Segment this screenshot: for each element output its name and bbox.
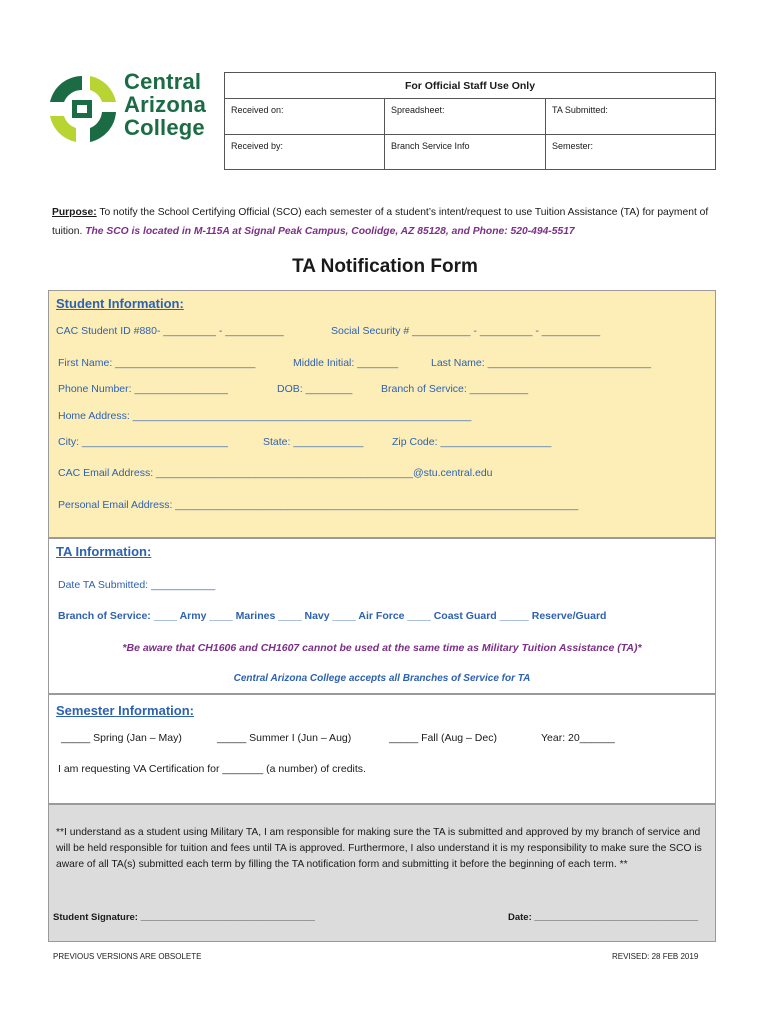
student-id-field[interactable]: CAC Student ID #880- _________ - __________ bbox=[56, 325, 284, 337]
ch1606-warning-text: *Be aware that CH1606 and CH1607 cannot be used at the same time as Military Tuition Assistance (TA)* bbox=[122, 642, 642, 654]
received-on-field[interactable]: Received on: bbox=[225, 98, 385, 134]
dob-field[interactable]: DOB: ________ bbox=[277, 383, 353, 395]
branches-accepted-text: Central Arizona College accepts all Branches of Service for TA bbox=[233, 673, 531, 684]
first-name-field[interactable]: First Name: ________________________ bbox=[58, 357, 256, 369]
logo-word-central: Central bbox=[124, 69, 202, 94]
semester-information-section bbox=[48, 694, 716, 804]
summer-option[interactable]: _____ Summer I (Jun – Aug) bbox=[217, 732, 352, 744]
ta-information-section bbox=[48, 538, 716, 694]
official-use-title: For Official Staff Use Only bbox=[225, 73, 715, 99]
logo-mark-icon bbox=[44, 72, 120, 146]
semester-information-heading: Semester Information: bbox=[56, 703, 194, 718]
ta-branch-options[interactable]: Branch of Service: ____ Army ____ Marines ____ Navy ____ Air Force ____ Coast Guard _____ Reserve/Guard bbox=[58, 610, 607, 622]
spreadsheet-field[interactable]: Spreadsheet: bbox=[385, 98, 546, 134]
ssn-field[interactable]: Social Security # __________ - _________ - __________ bbox=[331, 325, 601, 337]
acknowledgement-text: **I understand as a student using Military TA, I am responsible for making sure the TA is submitted and approved by my branch of service and will be held responsible for tuition and fees until TA is approved. Furthermore, I also understand it is my responsibility to make sure the SCO is aware of all TA(s) submitted each term by filling the TA notification form and submitting it before the beginning of each term. ** bbox=[56, 827, 702, 870]
footer-revised-date: REVISED: 28 FEB 2019 bbox=[612, 952, 699, 961]
home-address-field[interactable]: Home Address: __________________________________________________________ bbox=[58, 410, 472, 422]
official-use-row bbox=[225, 134, 715, 170]
received-by-field[interactable]: Received by: bbox=[225, 134, 385, 170]
state-field[interactable]: State: ____________ bbox=[263, 436, 364, 448]
date-signature-field[interactable]: Date: _______________________________ bbox=[508, 912, 699, 923]
middle-initial-field[interactable]: Middle Initial: _______ bbox=[293, 357, 399, 369]
ta-information-heading: TA Information: bbox=[56, 544, 152, 559]
logo-word-arizona: Arizona bbox=[124, 92, 207, 117]
branch-service-info-field[interactable]: Branch Service Info bbox=[385, 134, 546, 170]
official-use-box bbox=[224, 72, 716, 170]
personal-email-field[interactable]: Personal Email Address: _____________________________________________________________________ bbox=[58, 499, 579, 511]
purpose-paragraph bbox=[52, 203, 722, 241]
logo-word-college: College bbox=[124, 115, 205, 140]
acknowledgement-section bbox=[48, 804, 716, 942]
footer-obsolete-note: PREVIOUS VERSIONS ARE OBSOLETE bbox=[53, 952, 202, 961]
last-name-field[interactable]: Last Name: ____________________________ bbox=[431, 357, 652, 369]
college-logo bbox=[44, 70, 224, 150]
purpose-label: Purpose: bbox=[52, 207, 97, 218]
purpose-text: To notify the School Certifying Official (SCO) each semester of a student’s intent/request to use Tuition Assistance (TA) for payment of tuition. bbox=[52, 207, 709, 237]
student-signature-field[interactable]: Student Signature: _________________________________ bbox=[53, 912, 315, 923]
student-information-section bbox=[48, 290, 716, 538]
form-title: TA Notification Form bbox=[292, 256, 478, 277]
sco-location-text: The SCO is located in M-115A at Signal Peak Campus, Coolidge, AZ 85128, and Phone: 520-494-5517 bbox=[85, 226, 575, 237]
ta-submitted-field[interactable]: TA Submitted: bbox=[552, 105, 608, 115]
cac-email-field[interactable]: CAC Email Address: ____________________________________________@stu.central.edu bbox=[58, 467, 493, 479]
phone-number-field[interactable]: Phone Number: ________________ bbox=[58, 383, 228, 395]
spring-option[interactable]: _____ Spring (Jan – May) bbox=[61, 732, 182, 744]
branch-of-service-field[interactable]: Branch of Service: __________ bbox=[381, 383, 529, 395]
va-certification-request[interactable]: I am requesting VA Certification for _______ (a number) of credits. bbox=[58, 763, 366, 775]
semester-office-field[interactable]: Semester: bbox=[552, 141, 594, 151]
year-field[interactable]: Year: 20______ bbox=[541, 732, 615, 744]
official-use-row bbox=[225, 98, 715, 135]
zip-code-field[interactable]: Zip Code: ___________________ bbox=[392, 436, 552, 448]
city-field[interactable]: City: _________________________ bbox=[58, 436, 228, 448]
fall-option[interactable]: _____ Fall (Aug – Dec) bbox=[389, 732, 497, 744]
student-information-heading: Student Information: bbox=[56, 296, 184, 311]
date-ta-submitted-field[interactable]: Date TA Submitted: ___________ bbox=[58, 579, 216, 591]
